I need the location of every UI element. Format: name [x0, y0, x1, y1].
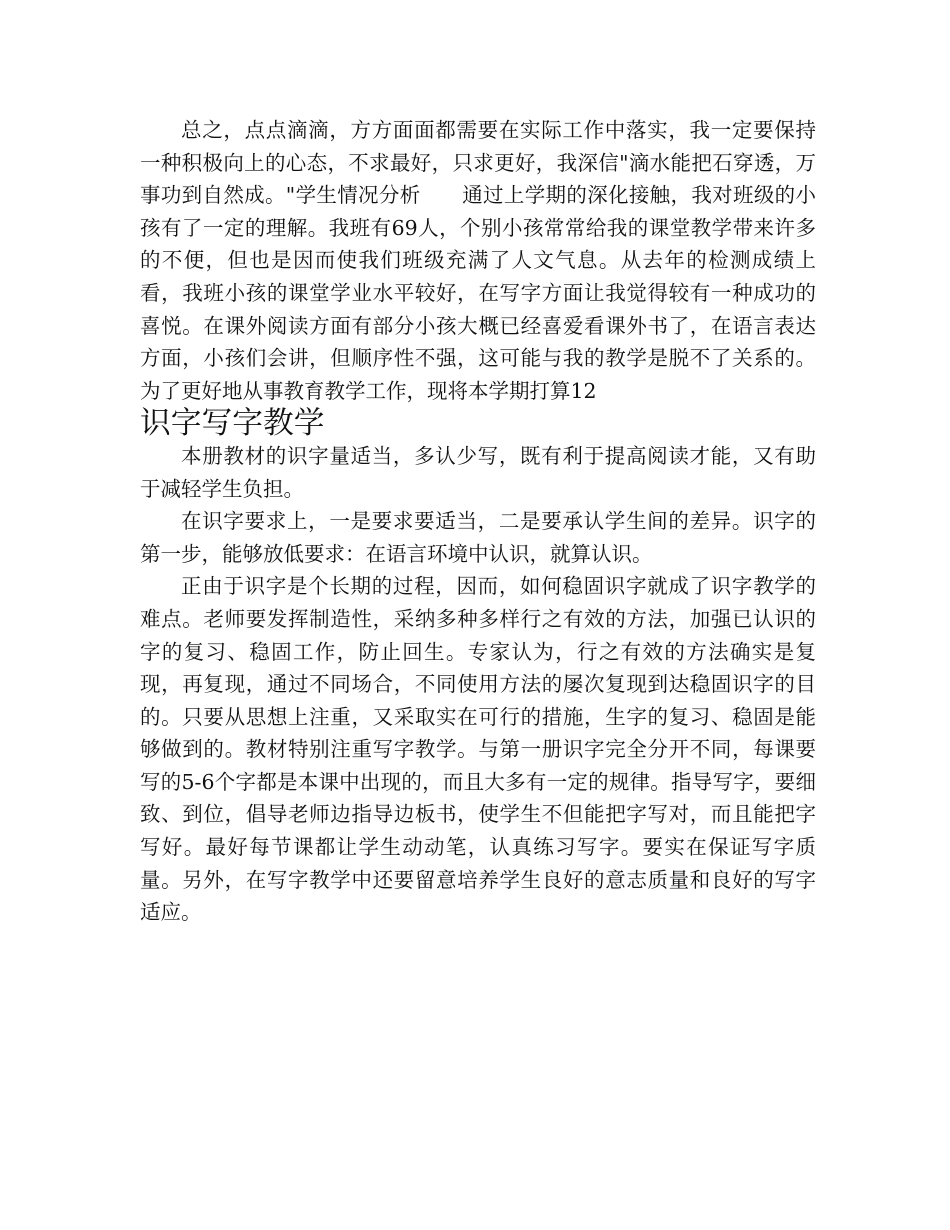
paragraph-textbook-literacy: 本册教材的识字量适当，多认少写，既有利于提高阅读才能，又有助于减轻学生负担。: [140, 443, 816, 501]
paragraph-consolidation-writing: 正由于识字是个长期的过程，因而，如何稳固识字就成了识字教学的难点。老师要发挥制造性，采纳多种多样行之有效的方法，加强已认识的字的复习、稳固工作，防止回生。专家认为，行之有效的方法确实是复现，再复现，通过不同场合，不同使用方法的屡次复现到达稳固识字的目的。只要从思想上注重，又采取实在可行的措施，生字的复习、稳固是能够做到的。教材特别注重写字教学。与第一册识字完全分开不同，每课要写的5-6个字都是本课中出现的，而且大多有一定的规律。指导写字，要细致、到位，倡导老师边指导边板书，使学生不但能把字写对，而且能把字写好。最好每节课都让学生动动笔，认真练习写字。要实在保证写字质量。另外，在写字教学中还要留意培养学生良好的意志质量和良好的写字适应。: [140, 574, 816, 925]
paragraph-intro-analysis: 总之，点点滴滴，方方面面都需要在实际工作中落实，我一定要保持一种积极向上的心态，不求最好，只求更好，我深信"滴水能把石穿透，万事功到自然成。"学生情况分析 通过上学期的深化接触，我对班级的小孩有了一定的理解。我班有69人，个别小孩常常给我的课堂教学带来许多的不便，但也是因而使我们班级充满了人文气息。从去年的检测成绩上看，我班小孩的课堂学业水平较好，在写字方面让我觉得较有一种成功的喜悦。在课外阅读方面有部分小孩大概已经喜爱看课外书了，在语言表达方面，小孩们会讲，但顺序性不强，这可能与我的教学是脱不了关系的。为了更好地从事教育教学工作，现将本学期打算12: [140, 118, 816, 403]
paragraph-literacy-requirements: 在识字要求上，一是要求要适当，二是要承认学生间的差异。识字的第一步，能够放低要求：在语言环境中认识，就算认识。: [140, 509, 816, 566]
section-heading: 识字写字教学: [140, 405, 325, 442]
document-page: [140, 114, 816, 929]
